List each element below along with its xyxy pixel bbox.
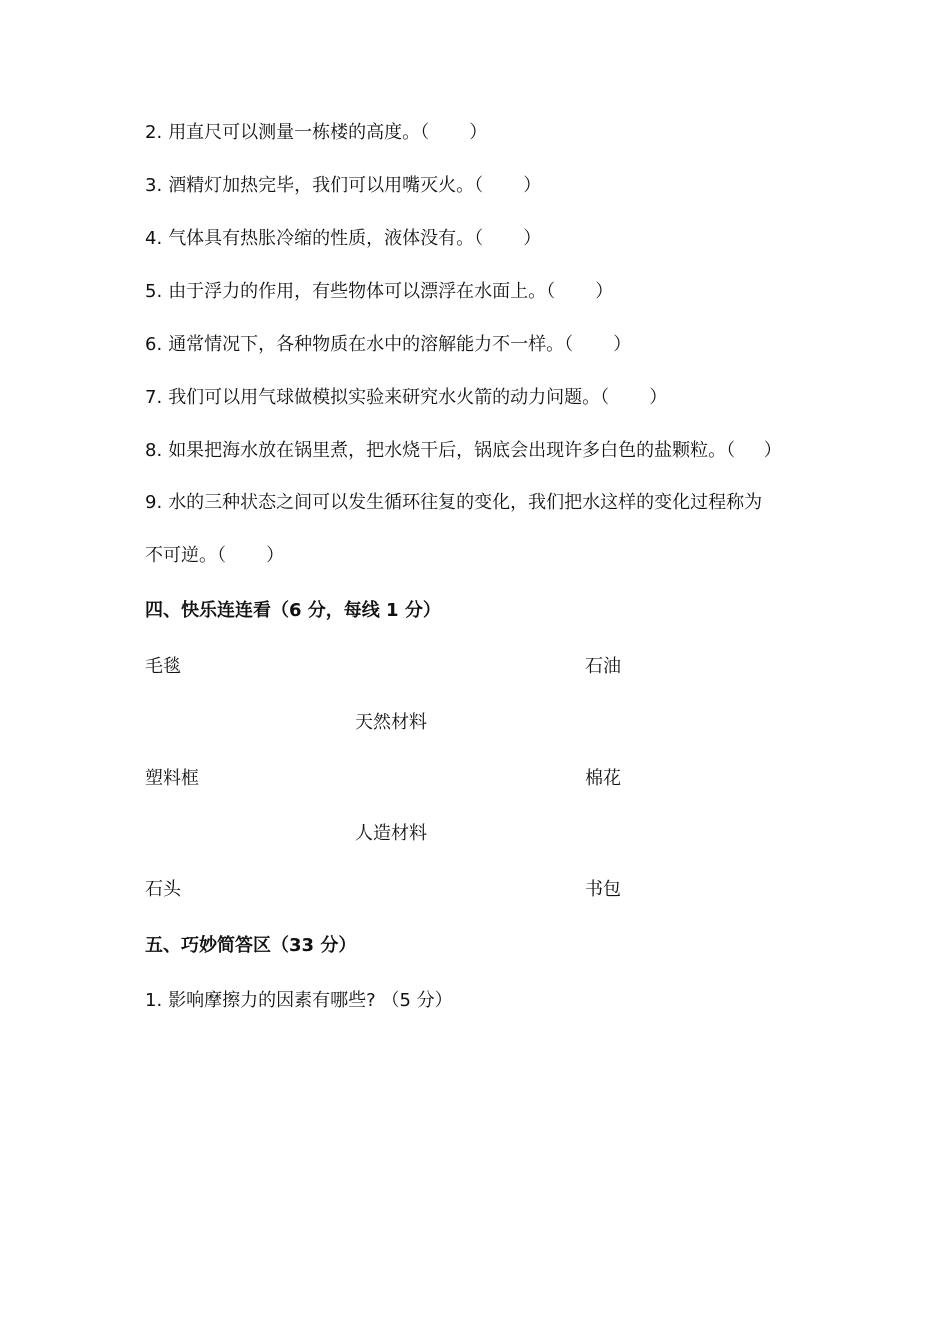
item-text: 气体具有热胀冷缩的性质，液体没有。（ <box>168 228 484 249</box>
judgment-item-7 <box>145 386 667 410</box>
judgment-item-9 <box>145 491 762 515</box>
answer-blank[interactable] <box>483 227 523 251</box>
item-number: 5. <box>145 281 163 302</box>
answer-blank[interactable] <box>609 386 649 410</box>
item-close-paren: ） <box>523 175 542 196</box>
section-5-heading: 五、巧妙简答区（33 分） <box>145 935 357 956</box>
item-text: 如果把海水放在锅里煮，把水烧干后，锅底会出现许多白色的盐颗粒。（ <box>168 440 736 461</box>
item-text: 水的三种状态之间可以发生循环往复的变化，我们把水这样的变化过程称为 <box>168 492 763 513</box>
item-text: 酒精灯加热完毕，我们可以用嘴灭火。（ <box>168 175 484 196</box>
question-text: 影响摩擦力的因素有哪些? （5 分） <box>168 990 453 1011</box>
judgment-item-4 <box>145 227 541 251</box>
item-text: 通常情况下，各种物质在水中的溶解能力不一样。（ <box>168 334 574 355</box>
match-category[interactable]: 人造材料 <box>355 823 427 844</box>
item-number: 7. <box>145 387 163 408</box>
match-left-item[interactable]: 塑料框 <box>145 768 199 789</box>
answer-blank[interactable] <box>555 280 595 304</box>
judgment-item-3 <box>145 174 541 198</box>
item-text-continued: 不可逆。（ <box>145 545 226 566</box>
judgment-item-5 <box>145 280 613 304</box>
answer-blank[interactable] <box>483 174 523 198</box>
match-right-item[interactable]: 书包 <box>585 879 621 900</box>
item-text: 用直尺可以测量一栋楼的高度。（ <box>168 122 430 143</box>
item-close-paren: ） <box>613 334 632 355</box>
item-close-paren: ） <box>763 440 782 461</box>
item-close-paren: ） <box>266 545 285 566</box>
item-number: 2. <box>145 122 163 143</box>
item-text: 我们可以用气球做模拟实验来研究水火箭的动力问题。（ <box>168 387 610 408</box>
answer-blank[interactable] <box>573 333 613 357</box>
item-close-paren: ） <box>649 387 668 408</box>
item-number: 9. <box>145 492 163 513</box>
judgment-item-2 <box>145 121 487 145</box>
short-answer-question-1 <box>145 989 453 1013</box>
item-close-paren: ） <box>469 122 488 143</box>
answer-blank[interactable] <box>429 121 469 145</box>
match-category[interactable]: 天然材料 <box>355 712 427 733</box>
item-number: 3. <box>145 175 163 196</box>
item-text: 由于浮力的作用，有些物体可以漂浮在水面上。（ <box>168 281 556 302</box>
answer-blank[interactable] <box>226 544 266 568</box>
item-number: 6. <box>145 334 163 355</box>
judgment-item-6 <box>145 333 631 357</box>
match-left-item[interactable]: 石头 <box>145 879 181 900</box>
match-left-item[interactable]: 毛毯 <box>145 656 181 677</box>
item-close-paren: ） <box>595 281 614 302</box>
judgment-item-8 <box>145 439 782 463</box>
item-number: 4. <box>145 228 163 249</box>
item-close-paren: ） <box>523 228 542 249</box>
judgment-item-9-continued <box>145 544 284 568</box>
match-right-item[interactable]: 棉花 <box>585 768 621 789</box>
item-number: 1. <box>145 990 163 1011</box>
answer-blank[interactable] <box>735 439 764 463</box>
match-right-item[interactable]: 石油 <box>585 656 621 677</box>
item-number: 8. <box>145 440 163 461</box>
section-4-heading: 四、快乐连连看（6 分，每线 1 分） <box>145 600 441 621</box>
